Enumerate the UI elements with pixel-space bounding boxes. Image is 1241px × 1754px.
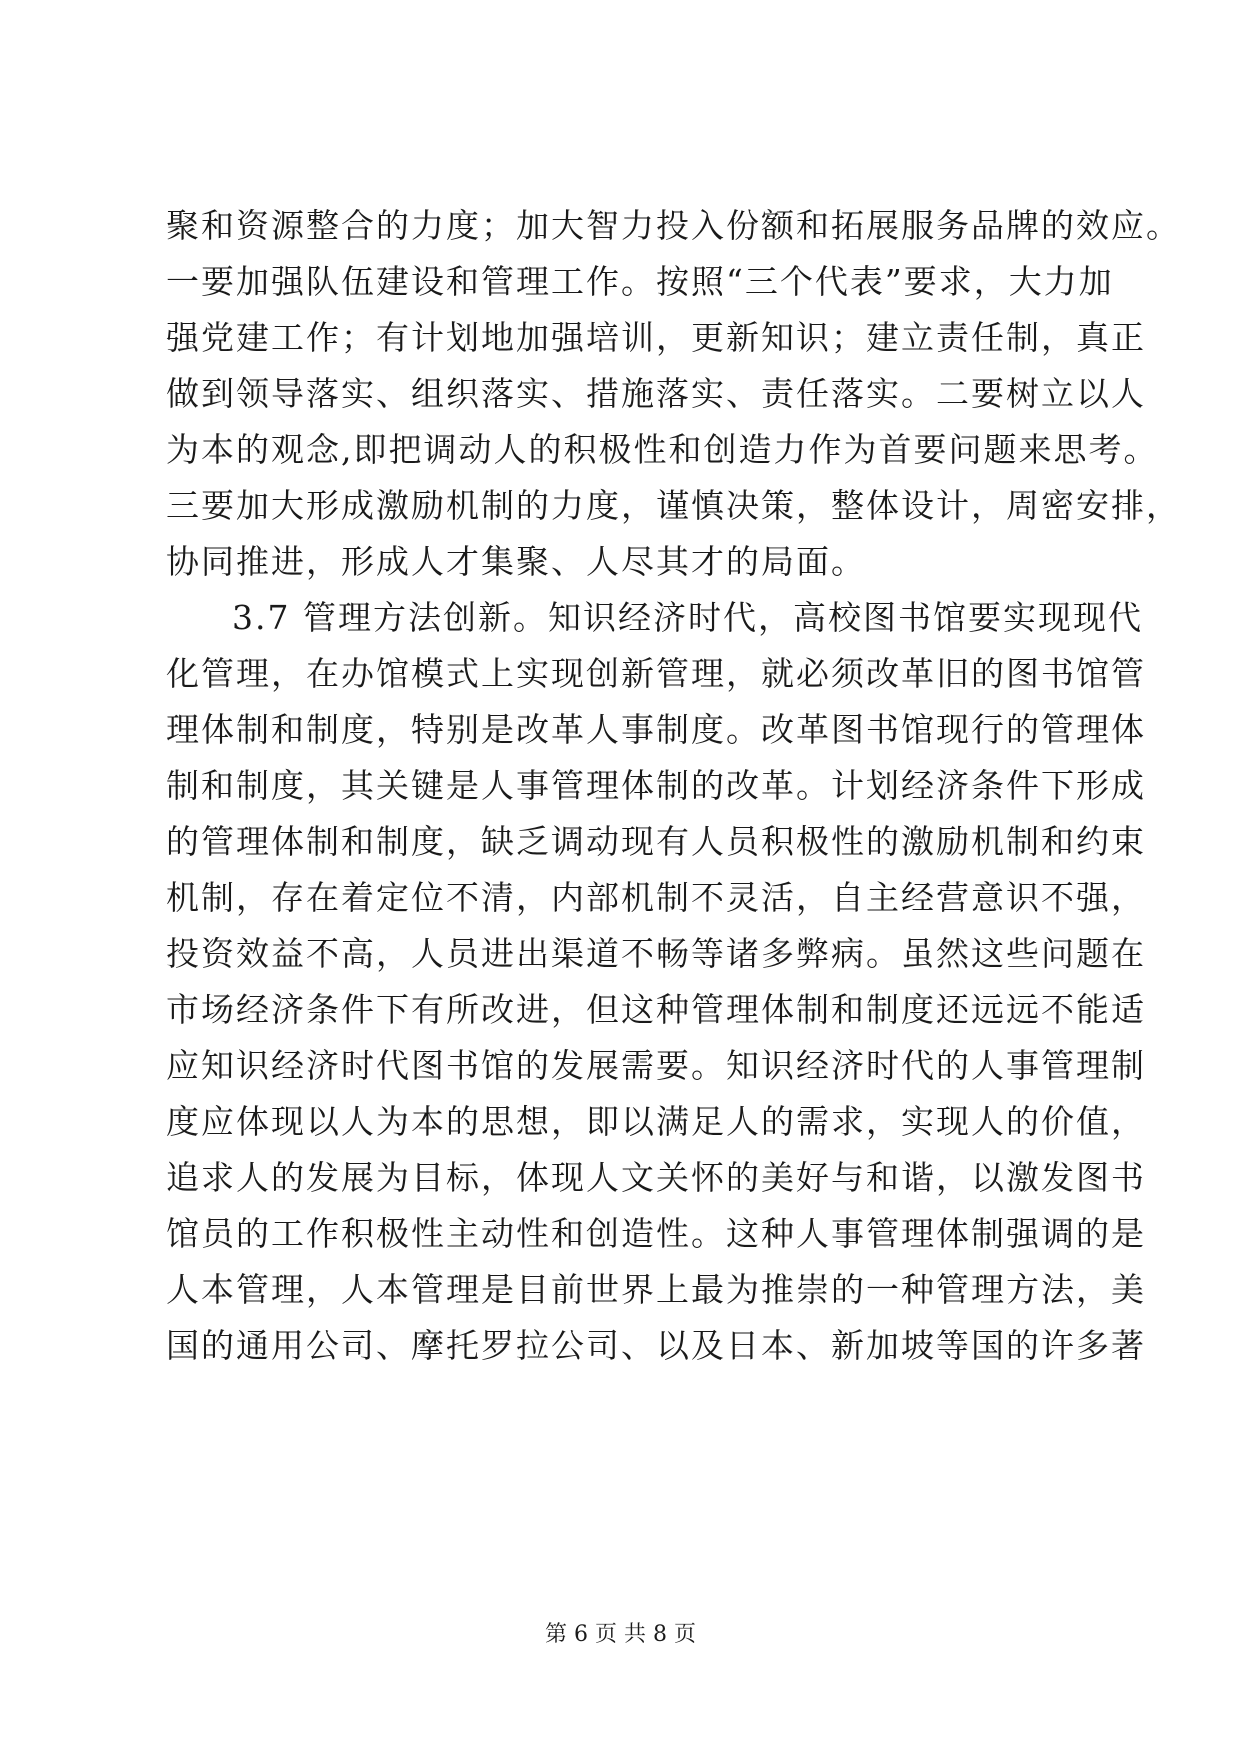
text-line: 市场经济条件下有所改进，但这种管理体制和制度还远远不能适 <box>166 990 1146 1029</box>
text-line: 做到领导落实、组织落实、措施落实、责任落实。二要树立以人 <box>166 374 1146 413</box>
text-line: 化管理，在办馆模式上实现创新管理，就必须改革旧的图书馆管 <box>166 654 1146 693</box>
text-line: 三要加大形成激励机制的力度，谨慎决策，整体设计，周密安排， <box>166 486 1181 525</box>
text-line: 人本管理，人本管理是目前世界上最为推崇的一种管理方法，美 <box>166 1270 1146 1309</box>
text-line: 理体制和制度，特别是改革人事制度。改革图书馆现行的管理体 <box>166 710 1146 749</box>
page-footer: 第 6 页 共 8 页 <box>545 1622 696 1647</box>
text-line: 国的通用公司、摩托罗拉公司、以及日本、新加坡等国的许多著 <box>166 1326 1146 1365</box>
text-line: 的管理体制和制度，缺乏调动现有人员积极性的激励机制和约束 <box>166 822 1146 861</box>
text-line: 追求人的发展为目标，体现人文关怀的美好与和谐，以激发图书 <box>166 1158 1146 1197</box>
text-line: 应知识经济时代图书馆的发展需要。知识经济时代的人事管理制 <box>166 1046 1146 1085</box>
text-line: 为本的观念,即把调动人的积极性和创造力作为首要问题来思考。 <box>166 430 1159 469</box>
text-line: 一要加强队伍建设和管理工作。按照“三个代表”要求，大力加 <box>166 262 1114 301</box>
text-line: 强党建工作；有计划地加强培训，更新知识；建立责任制，真正 <box>166 318 1146 357</box>
text-line: 投资效益不高，人员进出渠道不畅等诸多弊病。虽然这些问题在 <box>166 934 1146 973</box>
text-line: 馆员的工作积极性主动性和创造性。这种人事管理体制强调的是 <box>166 1214 1146 1253</box>
text-line: 度应体现以人为本的思想，即以满足人的需求，实现人的价值， <box>166 1102 1146 1141</box>
text-line: 机制，存在着定位不清，内部机制不灵活，自主经营意识不强， <box>166 878 1146 917</box>
text-line: 聚和资源整合的力度；加大智力投入份额和拓展服务品牌的效应。 <box>166 206 1181 245</box>
body-text <box>166 198 1181 1374</box>
text-line: 制和制度，其关键是人事管理体制的改革。计划经济条件下形成 <box>166 766 1146 805</box>
text-line: 协同推进，形成人才集聚、人尽其才的局面。 <box>166 542 866 581</box>
paragraph-start-line: 3.7 管理方法创新。知识经济时代，高校图书馆要实现现代 <box>232 598 1143 637</box>
